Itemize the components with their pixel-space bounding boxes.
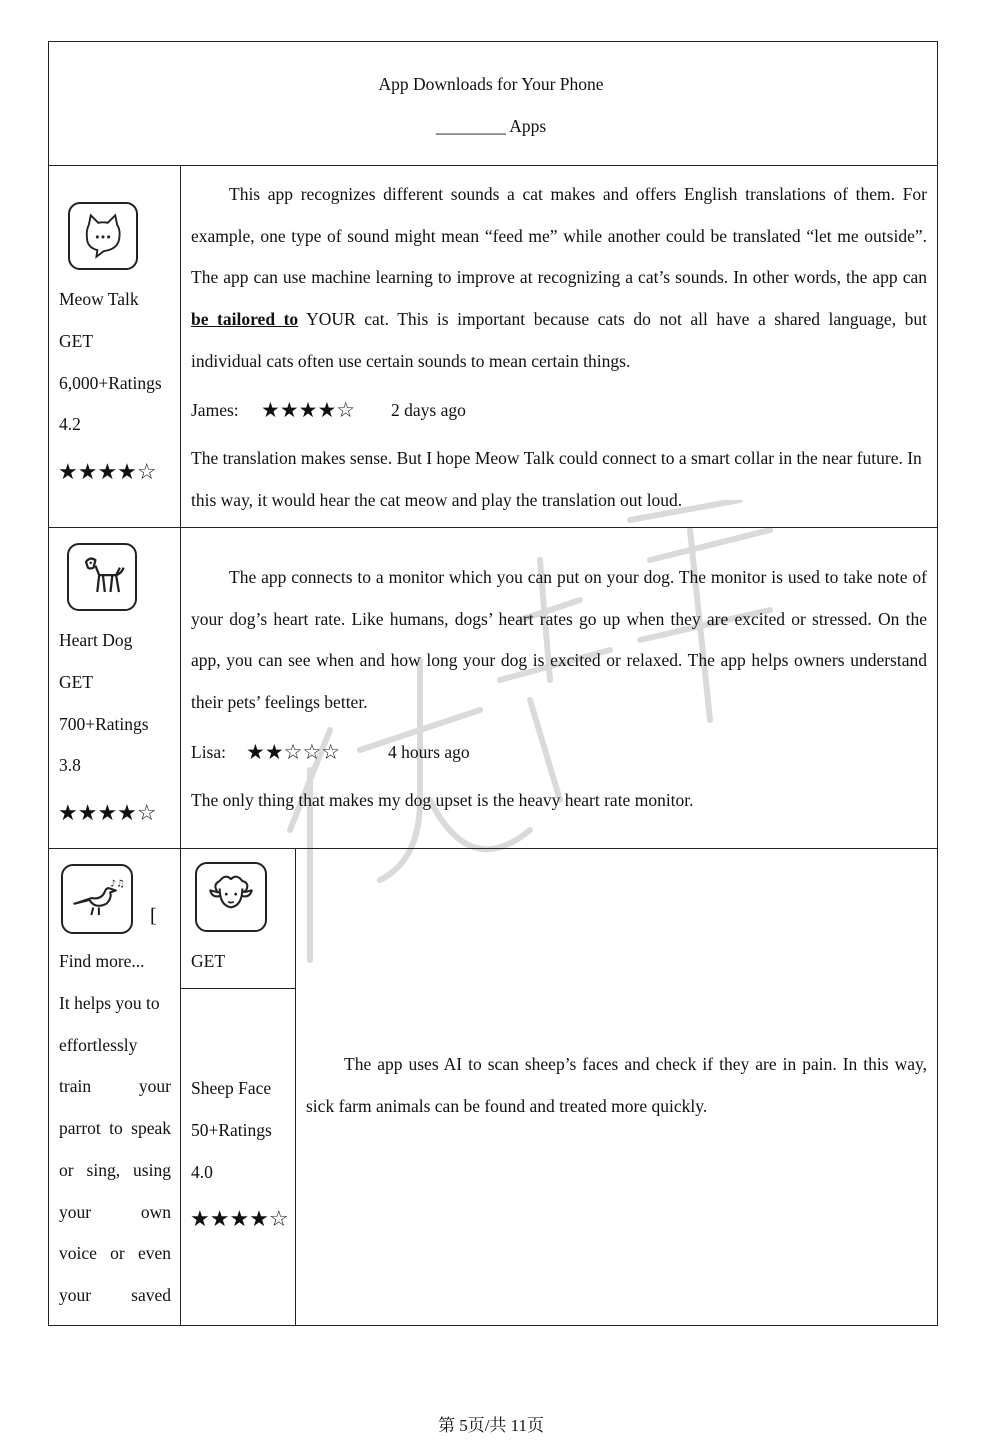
page-number: 第 5页/共 11页	[437, 1416, 545, 1435]
dog-review-time: 4 hours ago	[388, 742, 470, 762]
bird-icon	[61, 864, 133, 934]
meow-app-name: Meow Talk	[59, 289, 139, 309]
parrot-description-line: parrot to speak	[59, 1118, 171, 1139]
meow-review-time: 2 days ago	[391, 400, 466, 420]
dog-review-user: Lisa:	[191, 742, 226, 762]
meow-description: This app recognizes different sounds a cat makes and offers English translations of them. For example, one type of sound might mean “feed me” while another could be translated “let me outside”. The app can use machine learning to improve at recognizing a cat’s sounds. In other words, the app can be tailored to YOUR cat. This is important because cats do not all have a shared language, but individual cats often use certain sounds to mean certain things.	[191, 184, 927, 371]
sheep-description: The app uses AI to scan sheep’s faces and check if they are in pain. In this way, sick farm animals can be found and treated more quickly.	[306, 1054, 927, 1116]
dog-get-button[interactable]: GET	[59, 672, 94, 692]
chat-cat-icon	[68, 202, 138, 270]
table-border-top	[48, 41, 938, 42]
dog-icon	[67, 543, 137, 611]
svg-text:♪♫: ♪♫	[110, 878, 125, 890]
parrot-description-line: or sing, using	[59, 1159, 171, 1180]
dog-star-rating: ★★★★☆	[58, 801, 157, 826]
column-divider-2	[295, 848, 296, 1326]
meow-ratings-count: 6,000+Ratings	[59, 373, 162, 393]
dog-ratings-count: 700+Ratings	[59, 714, 149, 734]
sheep-icon	[195, 862, 267, 932]
parrot-description-line: your saved	[59, 1284, 171, 1305]
page-title: App Downloads for Your Phone	[378, 74, 604, 94]
meow-get-button[interactable]: GET	[59, 331, 94, 351]
parrot-description-line: effortlessly	[59, 1034, 138, 1055]
table-border-bottom	[48, 1325, 938, 1326]
parrot-description-line: It helps you to	[59, 993, 160, 1013]
sheep-app-name: Sheep Face	[191, 1078, 272, 1098]
parrot-description-line: train your	[59, 1076, 171, 1097]
parrot-description-line: your own	[59, 1201, 171, 1222]
meow-review-user: James:	[191, 400, 239, 420]
page-subtitle: ________ Apps	[435, 116, 547, 136]
parrot-description-line: voice or even	[59, 1243, 171, 1264]
dog-review-stars: ★★☆☆☆	[246, 740, 341, 764]
table-border-right	[937, 41, 938, 1326]
sheep-score: 4.0	[191, 1162, 213, 1182]
row-divider-1	[48, 165, 938, 166]
sheep-cell-divider	[180, 988, 296, 989]
meow-score: 4.2	[59, 414, 81, 434]
dog-app-name: Heart Dog	[59, 630, 133, 650]
bracket-mark: [	[150, 905, 157, 927]
dog-review-text: The only thing that makes my dog upset is the heavy heart rate monitor.	[191, 790, 694, 810]
parrot-find-more-link[interactable]: Find more...	[59, 951, 145, 971]
table-border-left	[48, 41, 49, 1326]
sheep-star-rating: ★★★★☆	[190, 1207, 289, 1232]
dog-description: The app connects to a monitor which you can put on your dog. The monitor is used to take note of your dog’s heart rate. Like humans, dogs’ heart rates go up when they are excited or stressed. On the app, you can see when and how long your dog is excited or relaxed. The app helps owners understand their pets’ feelings better.	[191, 567, 927, 713]
sheep-ratings-count: 50+Ratings	[191, 1120, 272, 1140]
row-divider-3	[48, 848, 938, 849]
meow-review-text: The translation makes sense. But I hope Meow Talk could connect to a smart collar in the near future. In this way, it would hear the cat meow and play the translation out loud.	[191, 448, 922, 510]
column-divider-1	[180, 165, 181, 1326]
meow-review-stars: ★★★★☆	[261, 398, 356, 422]
meow-star-rating: ★★★★☆	[58, 460, 157, 485]
sheep-get-button[interactable]: GET	[191, 951, 226, 971]
row-divider-2	[48, 527, 938, 528]
dog-score: 3.8	[59, 755, 81, 775]
